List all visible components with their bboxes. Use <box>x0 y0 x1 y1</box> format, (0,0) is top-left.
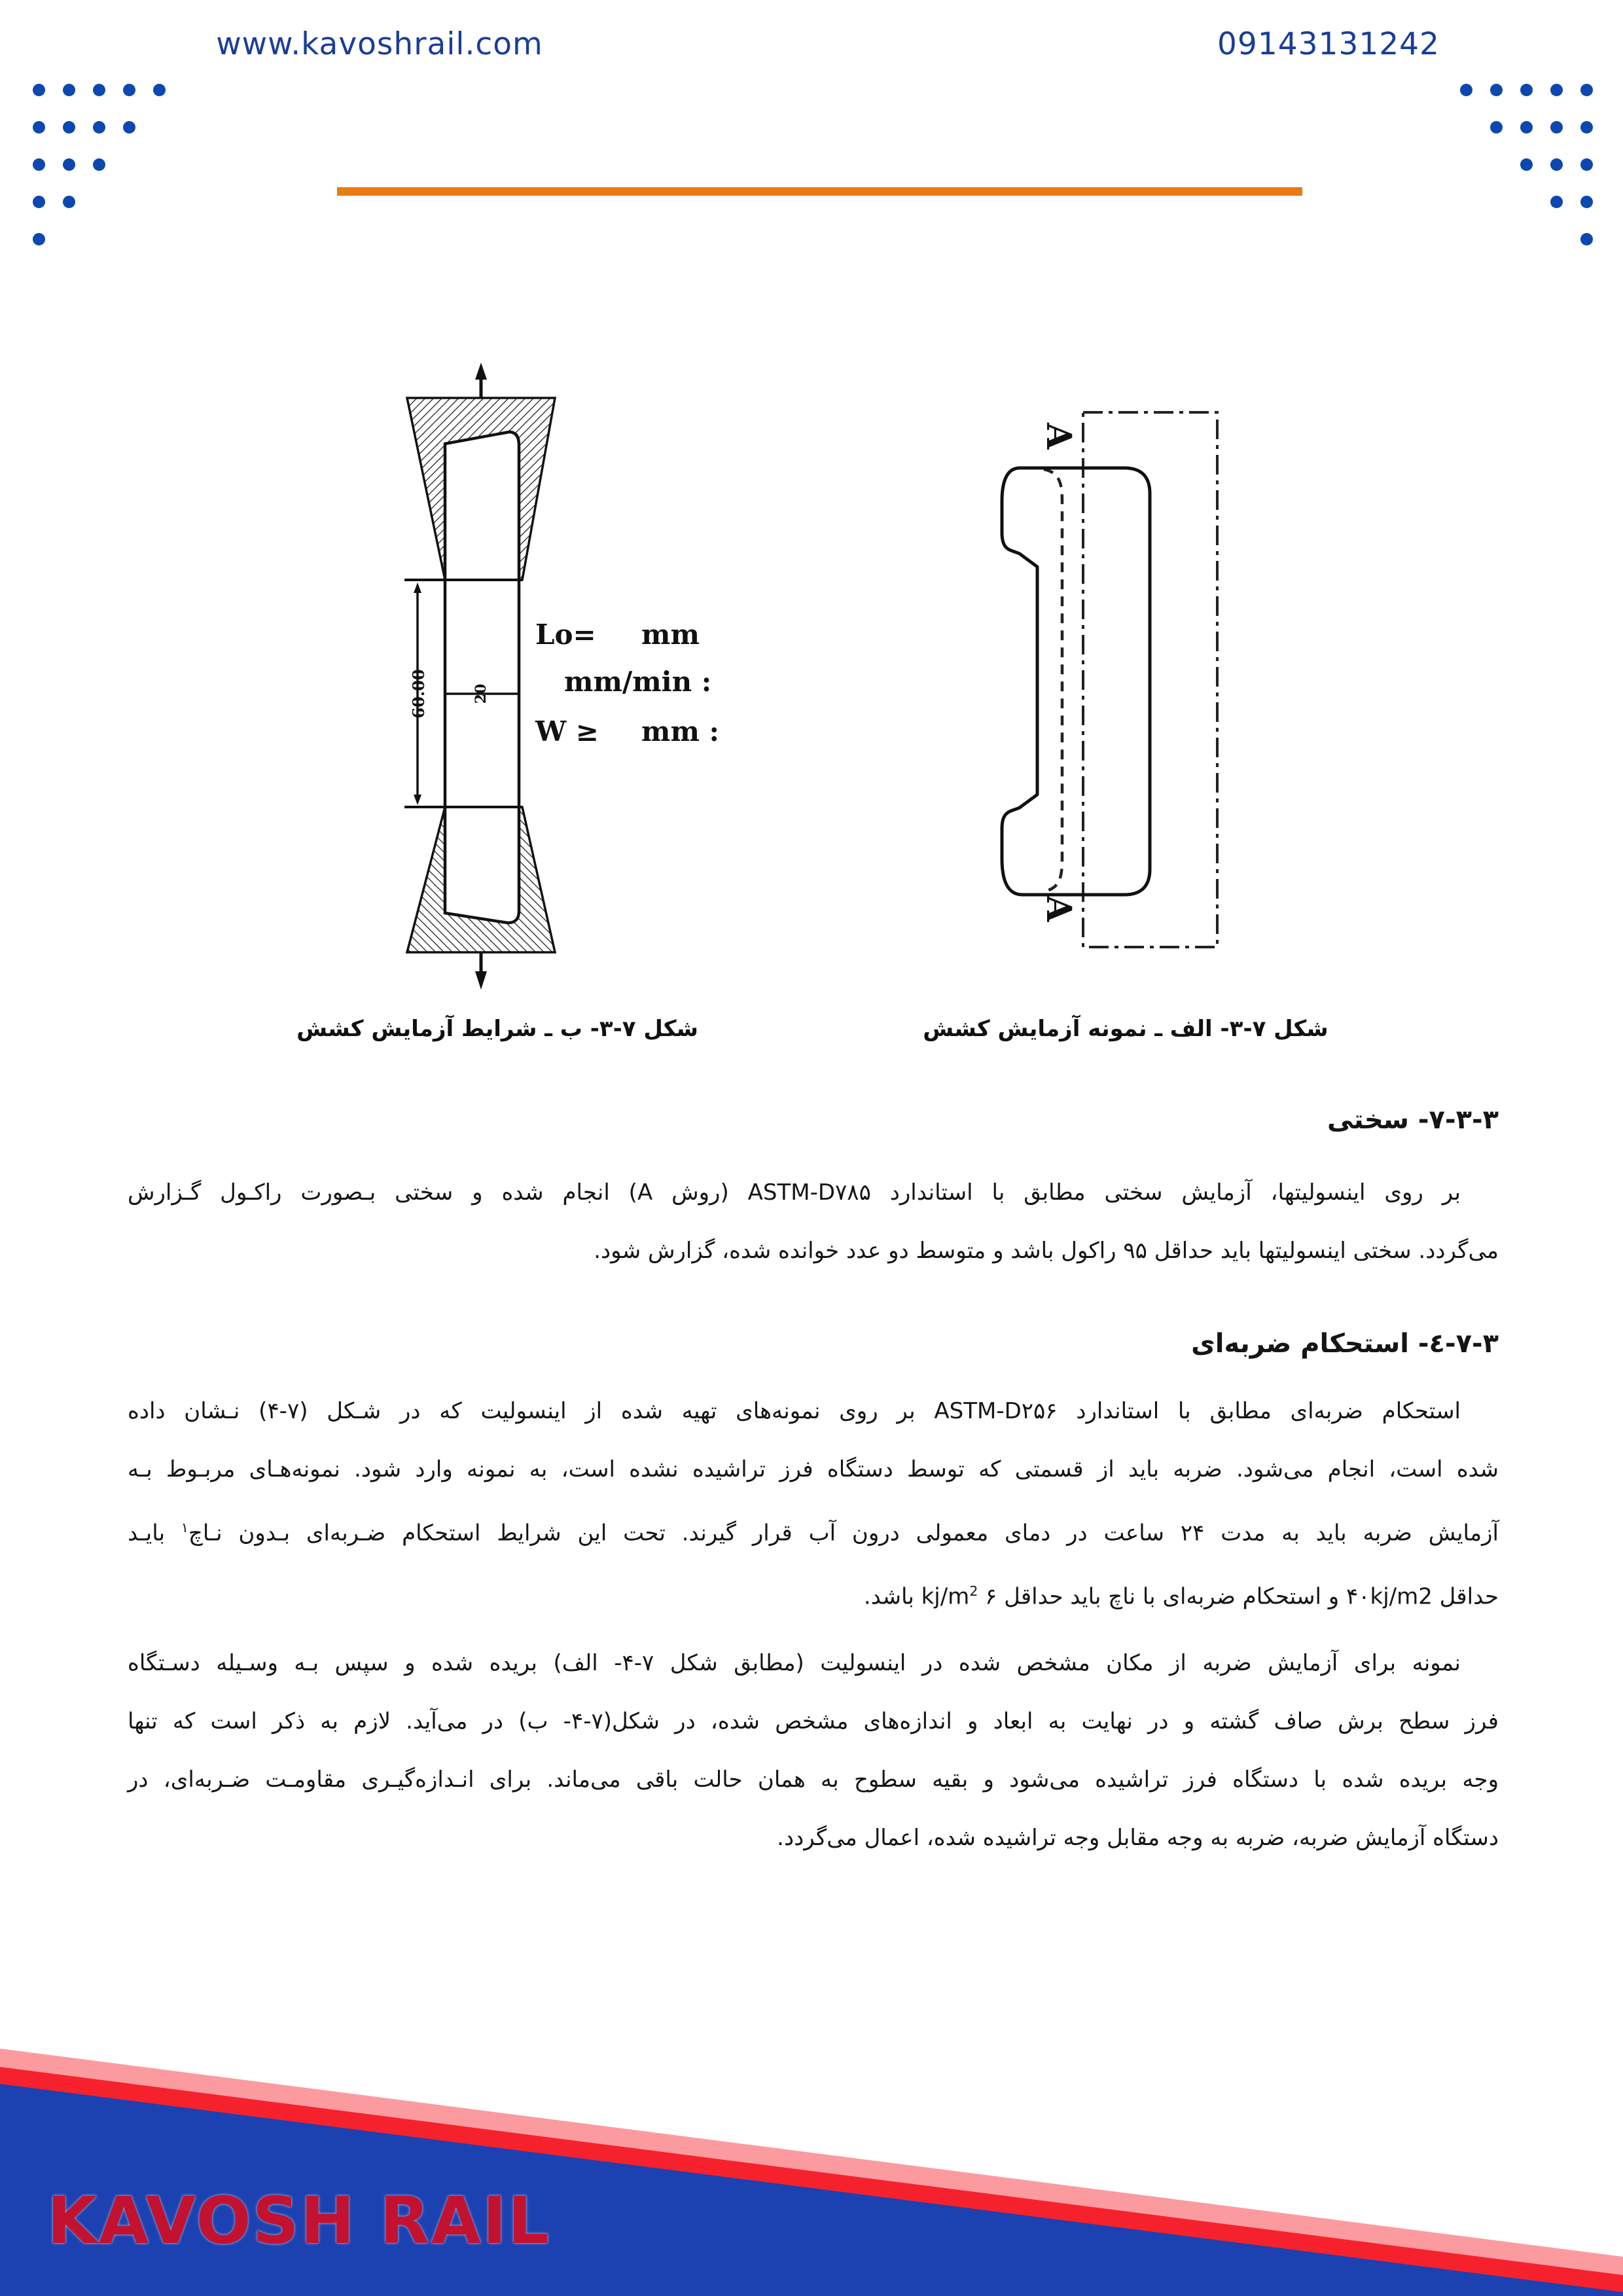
figure-caption-right: شکل ۷-۳- الف ـ نمونه آزمایش کشش <box>923 1016 1329 1042</box>
section-heading-impact: ۷-۳-٤- استحکام ضربه‌ای <box>1191 1329 1499 1359</box>
hardness-paragraph <box>128 1164 1499 1280</box>
text-line: آزمایش ضربه باید به مدت ۲۴ ساعت در دمای معمولی درون آب قرار گیرند. تحت این شرایط استحکام ضـربه‌ای بـدون نـاچ$^۱$ بایـد <box>128 1520 1499 1547</box>
section-marker-top: A <box>1039 423 1079 450</box>
section-marker-bottom: A <box>1039 895 1079 922</box>
tensile-test-conditions-figure <box>386 353 733 1001</box>
pull-arrow-up <box>475 363 487 380</box>
superscript-2: 2 <box>969 1583 978 1600</box>
text-line: وجه بریده شده با دستگاه فرز تراشیده می‌شود و بقیه سطوح به همان حالت باقی می‌ماند. برای انـدازه‌گیـری مقاومـت ضـربه‌ای، در <box>128 1766 1499 1793</box>
insulator-profile <box>1002 468 1150 895</box>
dots-pattern-left <box>33 84 166 270</box>
gauge-symbol-label: Lo= <box>535 619 596 651</box>
dots-pattern-right <box>1460 84 1593 270</box>
width-dimension: 20 <box>473 683 490 704</box>
tensile-specimen-figure <box>982 393 1243 962</box>
gauge-length-dimension: 60.00 <box>409 669 428 719</box>
text-line: شده است، انجام می‌شود. ضربه باید از قسمتی که توسط دستگاه فرز تراشیده نشده است، به نمونه وارد شود. نمونه‌هـای مربـوط بـه <box>128 1456 1499 1482</box>
text-line: می‌گردد. سختی اینسولیتها باید حداقل ۹۵ راکول باشد و متوسط دو عدد خوانده شده، گزارش شود. <box>594 1238 1499 1264</box>
impact-paragraph-2 <box>128 1634 1499 1867</box>
pull-arrow-down <box>475 971 487 990</box>
figure-caption-left: شکل ۷-۳- ب ـ شرایط آزمایش کشش <box>296 1016 698 1042</box>
section-heading-hardness: ۷-۳-۳- سختی <box>1327 1105 1499 1135</box>
specimen-body <box>445 432 519 923</box>
impact-paragraph-1 <box>128 1382 1499 1626</box>
text-line: نمونه برای آزمایش ضربه از مکان مشخص شده در اینسولیت (مطابق شکل ۷-۴- الف) بریده شده و سپس بـه وسـیله دسـتگاه <box>128 1649 1461 1676</box>
text-line: دستگاه آزمایش ضربه، ضربه به وجه مقابل وجه تراشیده شده، اعمال می‌گردد. <box>777 1824 1499 1851</box>
text-line: بر روی اینسولیتها، آزمایش سختی مطابق با استاندارد ⁦ASTM-D۷۸۵⁩ (روش A) انجام شده و سختی بـصورت راکـول گـزارش <box>128 1179 1461 1206</box>
header-divider <box>337 187 1302 196</box>
text-line: حداقل ۴۰kj/m2 و استحکام ضربه‌ای با ناچ باید حداقل $kj/m^2$ ۶ باشد. <box>863 1583 1499 1610</box>
speed-label: mm/min : <box>564 666 712 698</box>
footnote-marker: ۱ <box>181 1520 188 1535</box>
hidden-edge <box>1044 469 1062 891</box>
document-body <box>128 1098 1499 1867</box>
phone-number: 09143131242 <box>1217 26 1440 62</box>
width-unit-label: mm : <box>641 715 720 747</box>
text-line: فرز سطح برش صاف گشته و در نهایت به ابعاد و اندازه‌های مشخص شده، در شکل(۷-۴- ب) در می‌آید. لازم به ذکر است که تنها <box>128 1708 1499 1734</box>
brand-logo-text: KAVOSH RAIL <box>47 2183 551 2259</box>
text-line: استحکام ضربه‌ای مطابق با استاندارد ⁦ASTM-D۲۵۶⁩ بر روی نمونه‌های تهیه شده از اینسولیت که در شـکل (۷-۴) نـشان داده <box>128 1398 1461 1424</box>
gauge-unit-label: mm <box>641 619 700 651</box>
width-symbol-label: W ≥ <box>535 715 599 747</box>
website-url: www.kavoshrail.com <box>216 26 543 62</box>
